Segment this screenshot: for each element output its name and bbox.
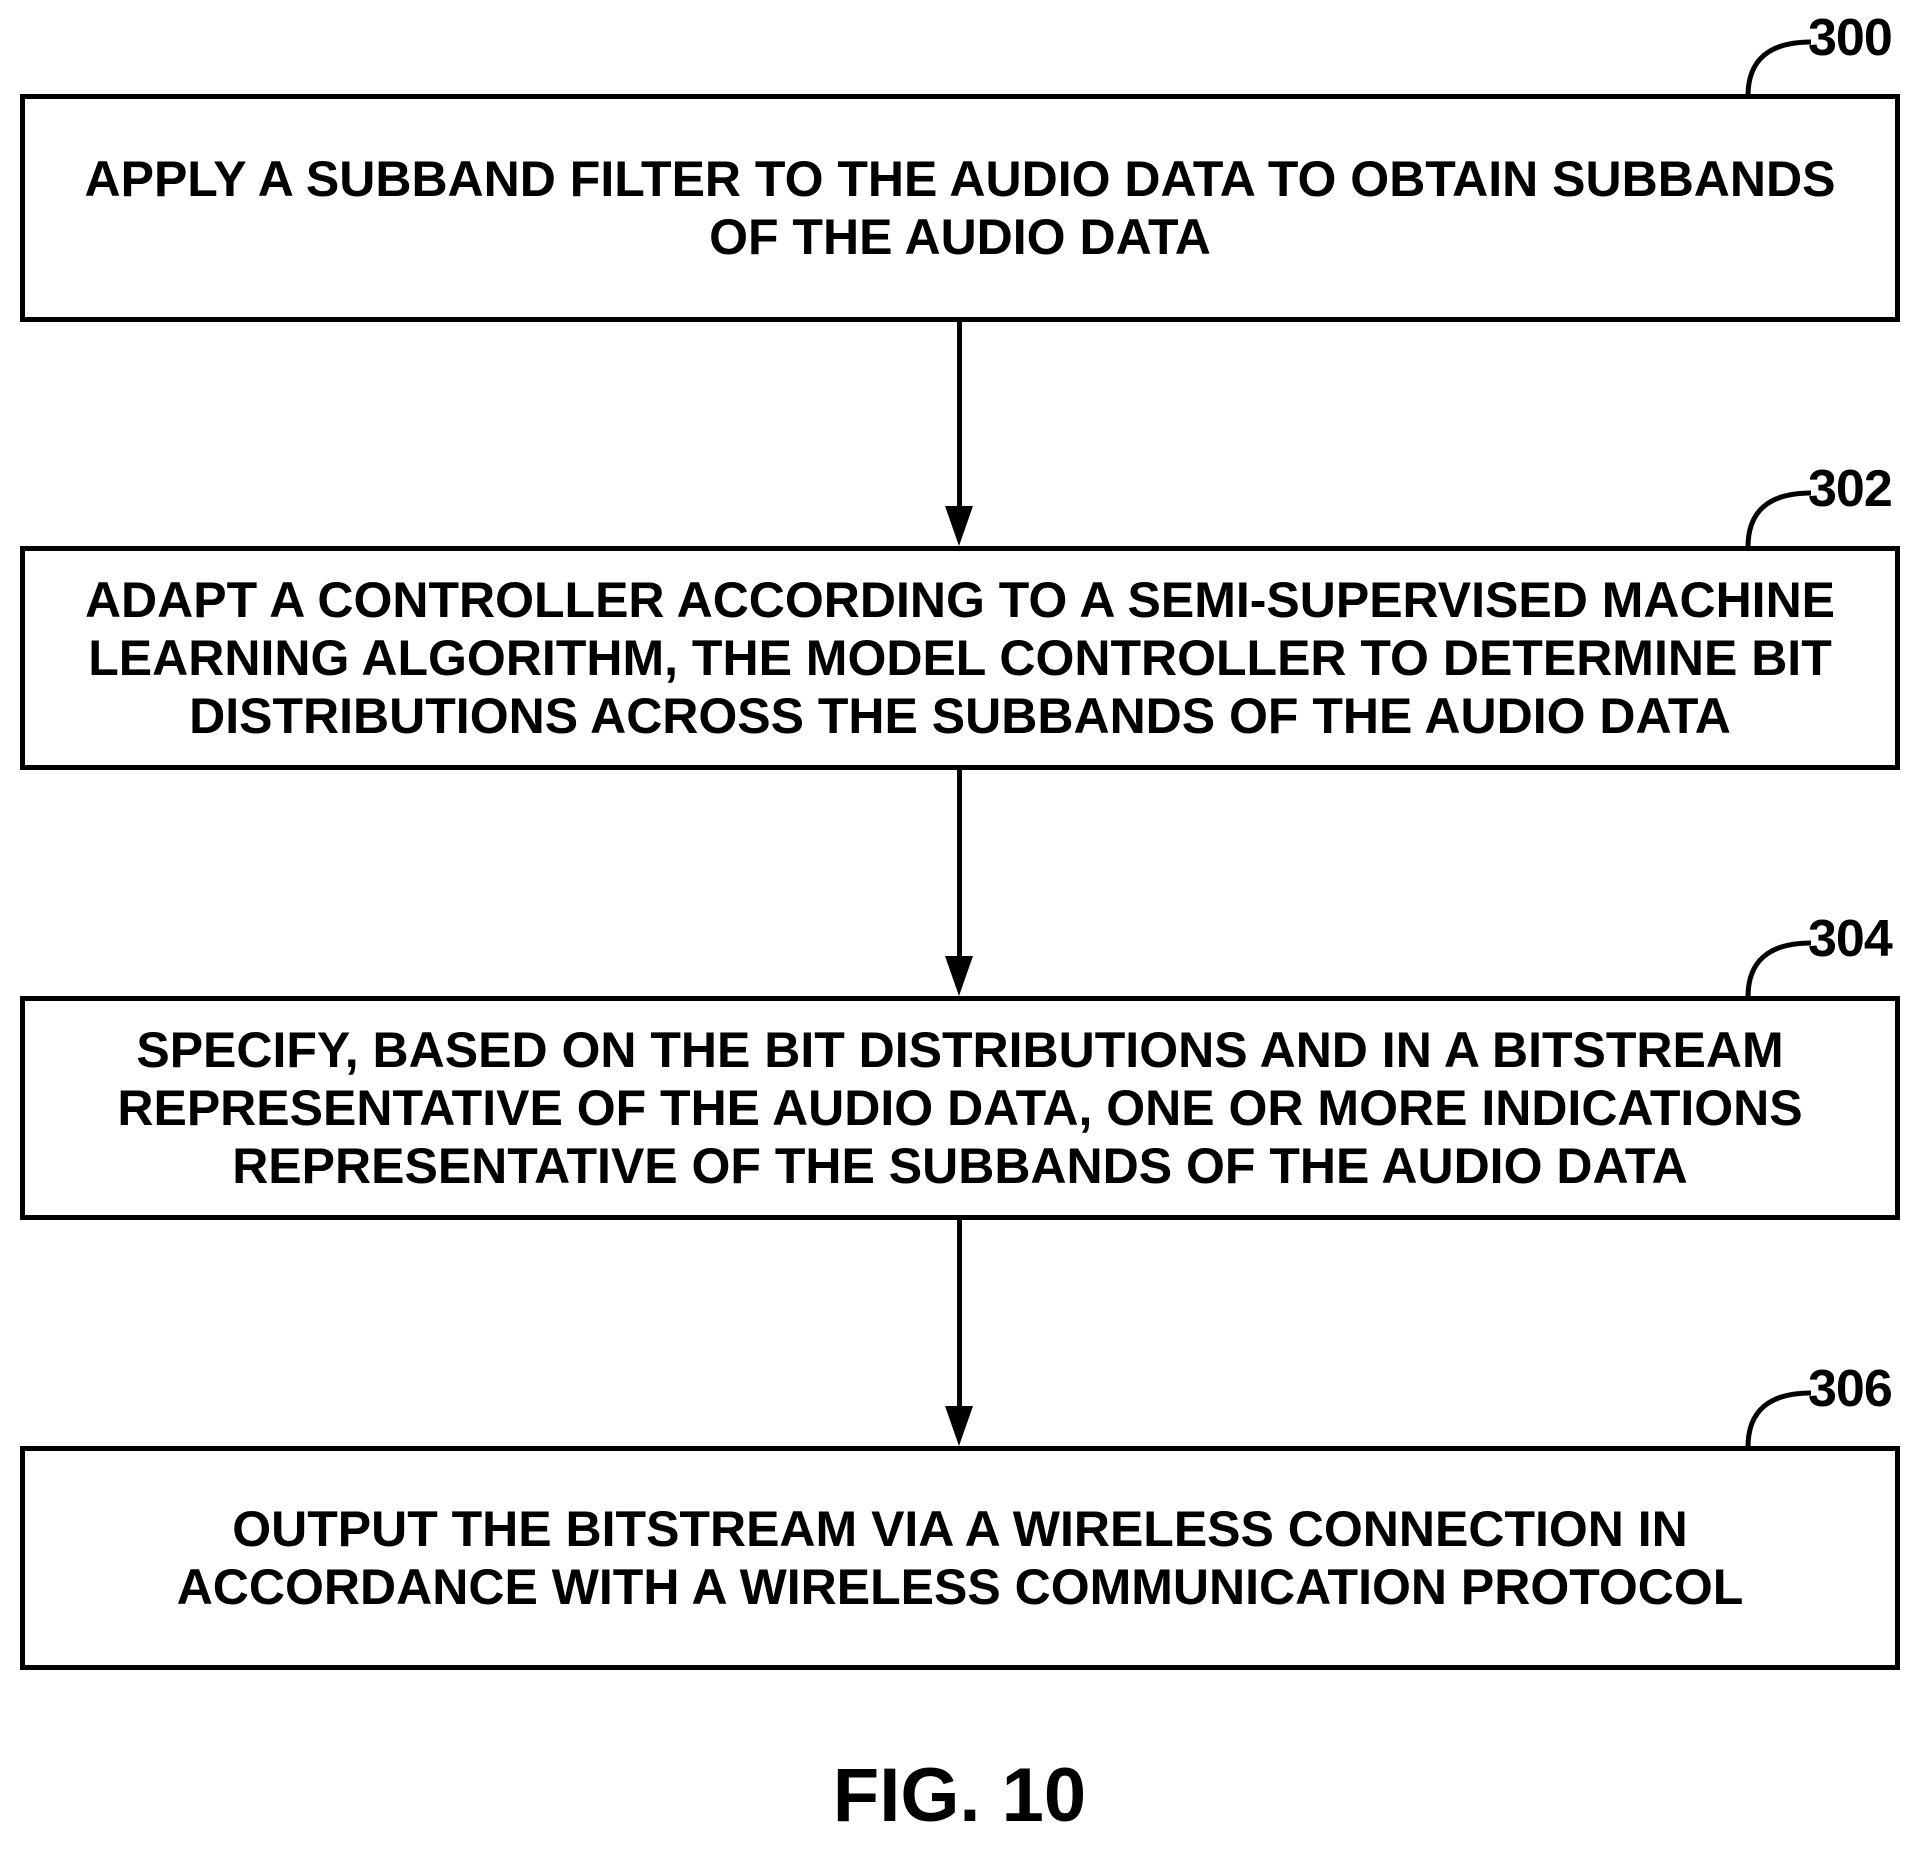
flow-arrow-head	[945, 956, 973, 996]
leader-curve-302	[1745, 485, 1815, 549]
flow-arrow-shaft	[957, 322, 962, 510]
step-text-line: ACCORDANCE WITH A WIRELESS COMMUNICATION PROTOCOL	[176, 1559, 1744, 1615]
step-text-line: REPRESENTATIVE OF THE AUDIO DATA, ONE OR MORE INDICATIONS	[117, 1080, 1803, 1136]
ref-number-306: 306	[1808, 1360, 1892, 1418]
flow-step-adapt-controller	[20, 546, 1900, 770]
step-text-line: REPRESENTATIVE OF THE SUBBANDS OF THE AUDIO DATA	[232, 1138, 1688, 1194]
figure-caption: FIG. 10	[832, 1753, 1087, 1838]
step-text-line: DISTRIBUTIONS ACROSS THE SUBBANDS OF THE AUDIO DATA	[189, 688, 1731, 744]
step-text-line: ADAPT A CONTROLLER ACCORDING TO A SEMI-SUPERVISED MACHINE	[84, 572, 1836, 628]
flow-arrow-shaft	[957, 770, 962, 960]
step-text-line: LEARNING ALGORITHM, THE MODEL CONTROLLER TO DETERMINE BIT	[88, 630, 1832, 686]
ref-number-304: 304	[1808, 910, 1892, 968]
step-text-line: OUTPUT THE BITSTREAM VIA A WIRELESS CONNECTION IN	[232, 1501, 1688, 1557]
flow-arrow-head	[945, 1406, 973, 1446]
ref-number-302: 302	[1808, 460, 1892, 518]
leader-curve-304	[1745, 935, 1815, 999]
ref-number-300: 300	[1808, 9, 1892, 67]
flow-step-specify-indications	[20, 996, 1900, 1220]
flow-arrow-shaft	[957, 1220, 962, 1410]
flow-step-apply-subband-filter	[20, 94, 1900, 322]
flow-step-output-bitstream	[20, 1446, 1900, 1670]
leader-curve-300	[1745, 34, 1815, 98]
leader-curve-306	[1745, 1385, 1815, 1449]
step-text-line: SPECIFY, BASED ON THE BIT DISTRIBUTIONS AND IN A BITSTREAM	[136, 1022, 1784, 1078]
step-text-line: OF THE AUDIO DATA	[709, 209, 1211, 265]
step-text-line: APPLY A SUBBAND FILTER TO THE AUDIO DATA TO OBTAIN SUBBANDS	[84, 151, 1836, 207]
flow-arrow-head	[945, 506, 973, 546]
